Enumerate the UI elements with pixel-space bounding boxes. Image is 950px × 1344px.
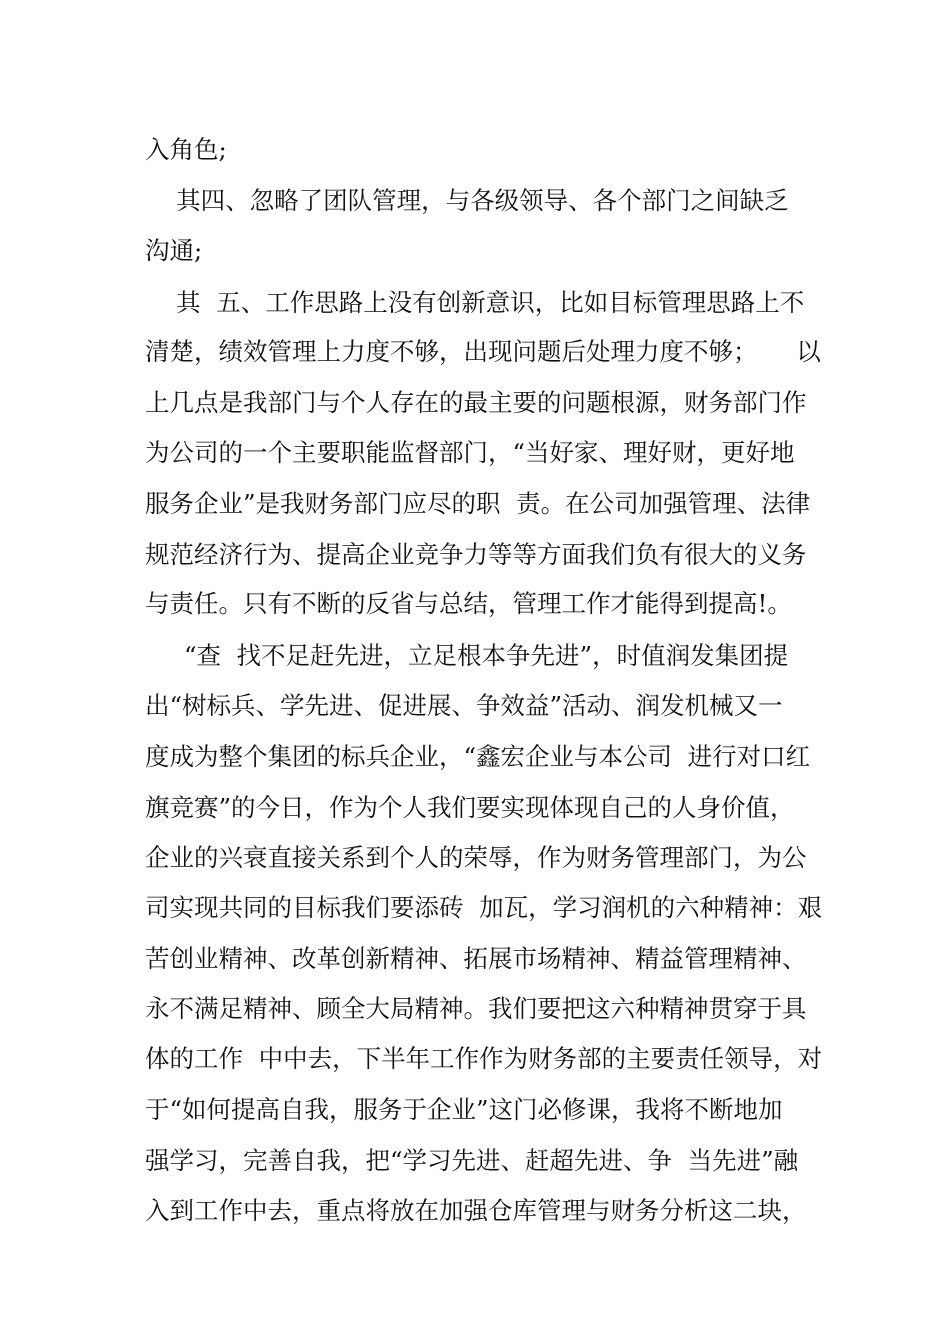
text-line: 度成为整个集团的标兵企业，“鑫宏企业与本公司 进行对口红 — [145, 742, 811, 771]
text-line: 入到工作中去，重点将放在加强仓库管理与财务分析这二块， — [145, 1196, 807, 1225]
text-line: 其四、忽略了团队管理，与各级领导、各个部门之间缺乏 — [145, 186, 789, 215]
text-line: 服务企业”是我财务部门应尽的职 责。在公司加强管理、法律 — [145, 489, 811, 518]
text-line: 苦创业精神、改革创新精神、拓展市场精神、精益管理精神、 — [145, 944, 807, 973]
text-line: 强学习，完善自我，把“学习先进、赶超先进、争 当先进”融 — [145, 1146, 799, 1175]
text-line: “查 找不足赶先进，立足根本争先进”，时值润发集团提 — [145, 641, 789, 670]
text-line: 企业的兴衰直接关系到个人的荣辱，作为财务管理部门，为公 — [145, 843, 807, 872]
text-line: 入角色; — [145, 135, 227, 164]
text-line: 为公司的一个主要职能监督部门，“当好家、理好财，更好地 — [145, 438, 795, 467]
text-line: 上几点是我部门与个人存在的最主要的问题根源，财务部门作 — [145, 388, 807, 417]
text-line: 沟通; — [145, 236, 203, 265]
text-line: 于“如何提高自我，服务于企业”这门必修课，我将不断地加 — [145, 1095, 783, 1124]
text-line: 永不满足精神、顾全大局精神。我们要把这六种精神贯穿于具 — [145, 994, 807, 1023]
text-line: 司实现共同的目标我们要添砖 加瓦，学习润机的六种精神：艰 — [145, 893, 823, 922]
text-line: 与责任。只有不断的反省与总结，管理工作才能得到提高!。 — [145, 589, 792, 618]
text-line: 体的工作 中中去，下半年工作作为财务部的主要责任领导，对 — [145, 1044, 823, 1073]
text-line: 其 五、工作思路上没有创新意识，比如目标管理思路上不 — [145, 288, 805, 317]
text-line: 旗竞赛”的今日，作为个人我们要实现体现自己的人身价值， — [145, 793, 795, 822]
text-line: 清楚，绩效管理上力度不够，出现问题后处理力度不够； 以 — [145, 337, 821, 366]
text-line: 规范经济行为、提高企业竞争力等等方面我们负有很大的义务 — [145, 540, 807, 569]
text-line: 出“树标兵、学先进、促进展、争效益”活动、润发机械又一 — [145, 691, 783, 720]
